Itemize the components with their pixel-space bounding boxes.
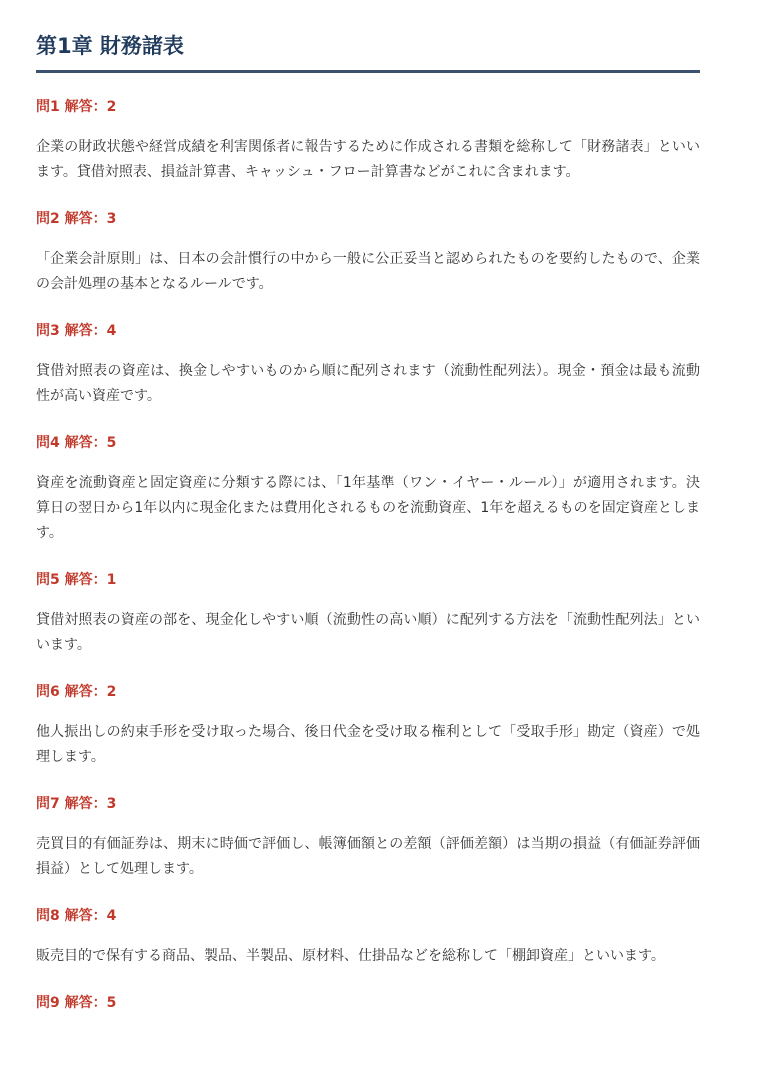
answer-explanation: 貸借対照表の資産は、換金しやすいものから順に配列されます（流動性配列法）。現金・預金は最も流動性が高い資産です。 [36, 363, 700, 404]
answer-heading: 問7 解答：3 [36, 796, 117, 812]
answer-item-2 [36, 209, 700, 297]
answer-explanation: 「企業会計原則」は、日本の会計慣行の中から一般に公正妥当と認められたものを要約したもので、企業の会計処理の基本となるルールです。 [36, 251, 700, 292]
answer-explanation: 販売目的で保有する商品、製品、半製品、原材料、仕掛品などを総称して「棚卸資産」といいます。 [36, 948, 665, 964]
answer-heading: 問1 解答：2 [36, 99, 117, 115]
answer-item-3 [36, 321, 700, 409]
document-page [36, 28, 700, 1013]
answer-heading: 問9 解答：5 [36, 995, 117, 1011]
answer-heading: 問3 解答：4 [36, 323, 117, 339]
answer-heading: 問2 解答：3 [36, 211, 117, 227]
answer-explanation: 他人振出しの約束手形を受け取った場合、後日代金を受け取る権利として「受取手形」勘定（資産）で処理します。 [36, 724, 700, 765]
answer-item-9 [36, 993, 700, 1013]
answer-item-4 [36, 433, 700, 546]
answer-explanation: 貸借対照表の資産の部を、現金化しやすい順（流動性の高い順）に配列する方法を「流動性配列法」といいます。 [36, 612, 700, 653]
answer-explanation: 企業の財政状態や経営成績を利害関係者に報告するために作成される書類を総称して「財務諸表」といいます。貸借対照表、損益計算書、キャッシュ・フロー計算書などがこれに含まれます。 [36, 139, 700, 180]
answer-item-5 [36, 570, 700, 658]
chapter-title: 第1章 財務諸表 [36, 28, 700, 73]
answer-item-7 [36, 794, 700, 882]
answer-item-8 [36, 906, 700, 969]
answer-heading: 問8 解答：4 [36, 908, 117, 924]
answer-heading: 問5 解答：1 [36, 572, 117, 588]
answer-item-1 [36, 97, 700, 185]
answer-explanation: 売買目的有価証券は、期末に時価で評価し、帳簿価額との差額（評価差額）は当期の損益（有価証券評価損益）として処理します。 [36, 836, 700, 877]
answer-item-6 [36, 682, 700, 770]
answer-heading: 問6 解答：2 [36, 684, 117, 700]
answer-heading: 問4 解答：5 [36, 435, 117, 451]
answer-explanation: 資産を流動資産と固定資産に分類する際には、「1年基準（ワン・イヤー・ルール）」が適用されます。決算日の翌日から1年以内に現金化または費用化されるものを流動資産、1年を超えるものを固定資産とします。 [36, 475, 700, 541]
